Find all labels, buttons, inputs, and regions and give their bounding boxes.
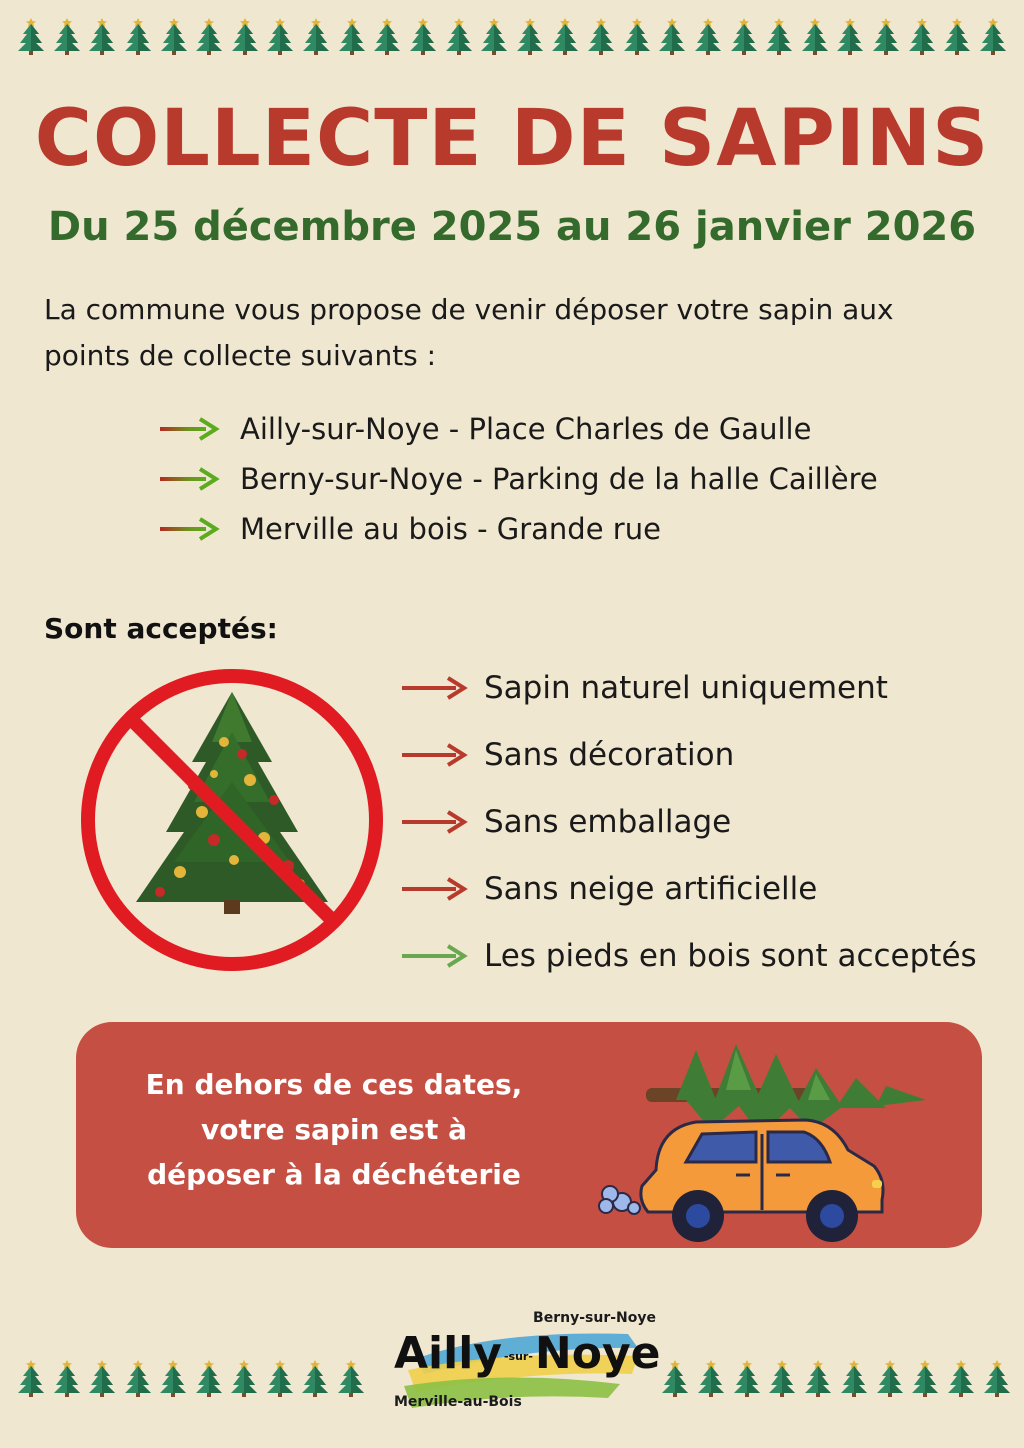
- christmas-tree-icon: [907, 16, 937, 56]
- rule-label: Sapin naturel uniquement: [484, 669, 888, 706]
- christmas-tree-icon: [87, 16, 117, 56]
- christmas-tree-icon: [230, 16, 260, 56]
- logo-main-text: [394, 1328, 661, 1379]
- bottom-left-tree-border: [16, 1358, 366, 1398]
- red-arrow-icon: [402, 675, 468, 701]
- christmas-tree-icon: [408, 16, 438, 56]
- christmas-tree-icon: [910, 1358, 940, 1398]
- christmas-tree-icon: [693, 16, 723, 56]
- christmas-tree-icon: [835, 16, 865, 56]
- christmas-tree-icon: [871, 16, 901, 56]
- christmas-tree-icon: [942, 16, 972, 56]
- christmas-tree-icon: [194, 16, 224, 56]
- red-arrow-icon: [402, 742, 468, 768]
- christmas-tree-icon: [729, 16, 759, 56]
- christmas-tree-icon: [657, 16, 687, 56]
- collection-points-list: [160, 404, 960, 554]
- christmas-tree-icon: [586, 16, 616, 56]
- intro-text: La commune vous propose de venir déposer votre sapin aux points de collecte suivants :: [44, 293, 894, 372]
- page-title: COLLECTE DE SAPINS: [34, 94, 990, 184]
- christmas-tree-icon: [479, 16, 509, 56]
- logo-noye: Noye: [534, 1328, 661, 1379]
- christmas-tree-icon: [229, 1358, 259, 1398]
- christmas-tree-icon: [301, 16, 331, 56]
- christmas-tree-icon: [336, 1358, 366, 1398]
- collection-point-label: Berny-sur-Noye - Parking de la halle Caillère: [240, 462, 878, 496]
- date-range: Du 25 décembre 2025 au 26 janvier 2026: [47, 204, 977, 250]
- car-with-tree-icon: [586, 1030, 936, 1246]
- ailly-sur-noye-logo: [388, 1300, 668, 1430]
- christmas-tree-icon: [444, 16, 474, 56]
- notice-text: En dehors de ces dates, votre sapin est à déposer à la déchéterie: [145, 1068, 523, 1191]
- christmas-tree-icon: [300, 1358, 330, 1398]
- christmas-tree-icon: [764, 16, 794, 56]
- rule-item: [402, 654, 1012, 721]
- christmas-tree-icon: [550, 16, 580, 56]
- christmas-tree-icon: [978, 16, 1008, 56]
- christmas-tree-icon: [123, 1358, 153, 1398]
- rule-item: [402, 721, 1012, 788]
- rule-label: Sans neige artificielle: [484, 870, 818, 907]
- logo-berny: Berny-sur-Noye: [533, 1310, 656, 1326]
- rules-list: [402, 654, 1012, 989]
- rule-item: [402, 855, 1012, 922]
- logo-merville: Merville-au-Bois: [394, 1394, 522, 1410]
- christmas-tree-icon: [194, 1358, 224, 1398]
- rule-label: Les pieds en bois sont acceptés: [484, 937, 977, 974]
- christmas-tree-icon: [875, 1358, 905, 1398]
- gradient-arrow-icon: [160, 416, 222, 442]
- gradient-arrow-icon: [160, 466, 222, 492]
- green-arrow-icon: [402, 943, 468, 969]
- accepted-heading: Sont acceptés:: [44, 612, 278, 645]
- christmas-tree-icon: [52, 16, 82, 56]
- red-arrow-icon: [402, 809, 468, 835]
- christmas-tree-icon: [123, 16, 153, 56]
- christmas-tree-icon: [372, 16, 402, 56]
- collection-point-label: Merville au bois - Grande rue: [240, 512, 661, 546]
- bottom-right-tree-border: [660, 1358, 1012, 1398]
- christmas-tree-icon: [800, 16, 830, 56]
- top-tree-border: [16, 16, 1008, 56]
- christmas-tree-icon: [839, 1358, 869, 1398]
- christmas-tree-icon: [87, 1358, 117, 1398]
- collection-point-label: Ailly-sur-Noye - Place Charles de Gaulle: [240, 412, 812, 446]
- rule-item: [402, 922, 1012, 989]
- christmas-tree-icon: [16, 16, 46, 56]
- gradient-arrow-icon: [160, 516, 222, 542]
- christmas-tree-icon: [696, 1358, 726, 1398]
- christmas-tree-icon: [265, 1358, 295, 1398]
- christmas-tree-icon: [337, 16, 367, 56]
- christmas-tree-icon: [622, 16, 652, 56]
- logo-ailly: Ailly: [394, 1328, 502, 1379]
- christmas-tree-icon: [158, 1358, 188, 1398]
- rule-label: Sans emballage: [484, 803, 732, 840]
- christmas-tree-icon: [159, 16, 189, 56]
- christmas-tree-icon: [767, 1358, 797, 1398]
- christmas-tree-icon: [946, 1358, 976, 1398]
- christmas-tree-icon: [16, 1358, 46, 1398]
- collection-point-item: [160, 404, 960, 454]
- christmas-tree-icon: [52, 1358, 82, 1398]
- no-decorated-tree-icon: [74, 662, 390, 978]
- christmas-tree-icon: [515, 16, 545, 56]
- rule-item: [402, 788, 1012, 855]
- christmas-tree-icon: [265, 16, 295, 56]
- christmas-tree-icon: [803, 1358, 833, 1398]
- rule-label: Sans décoration: [484, 736, 735, 773]
- collection-point-item: [160, 454, 960, 504]
- collection-point-item: [160, 504, 960, 554]
- christmas-tree-icon: [732, 1358, 762, 1398]
- red-arrow-icon: [402, 876, 468, 902]
- notice-banner: [76, 1022, 982, 1248]
- christmas-tree-icon: [982, 1358, 1012, 1398]
- logo-sur: -sur-: [503, 1349, 533, 1363]
